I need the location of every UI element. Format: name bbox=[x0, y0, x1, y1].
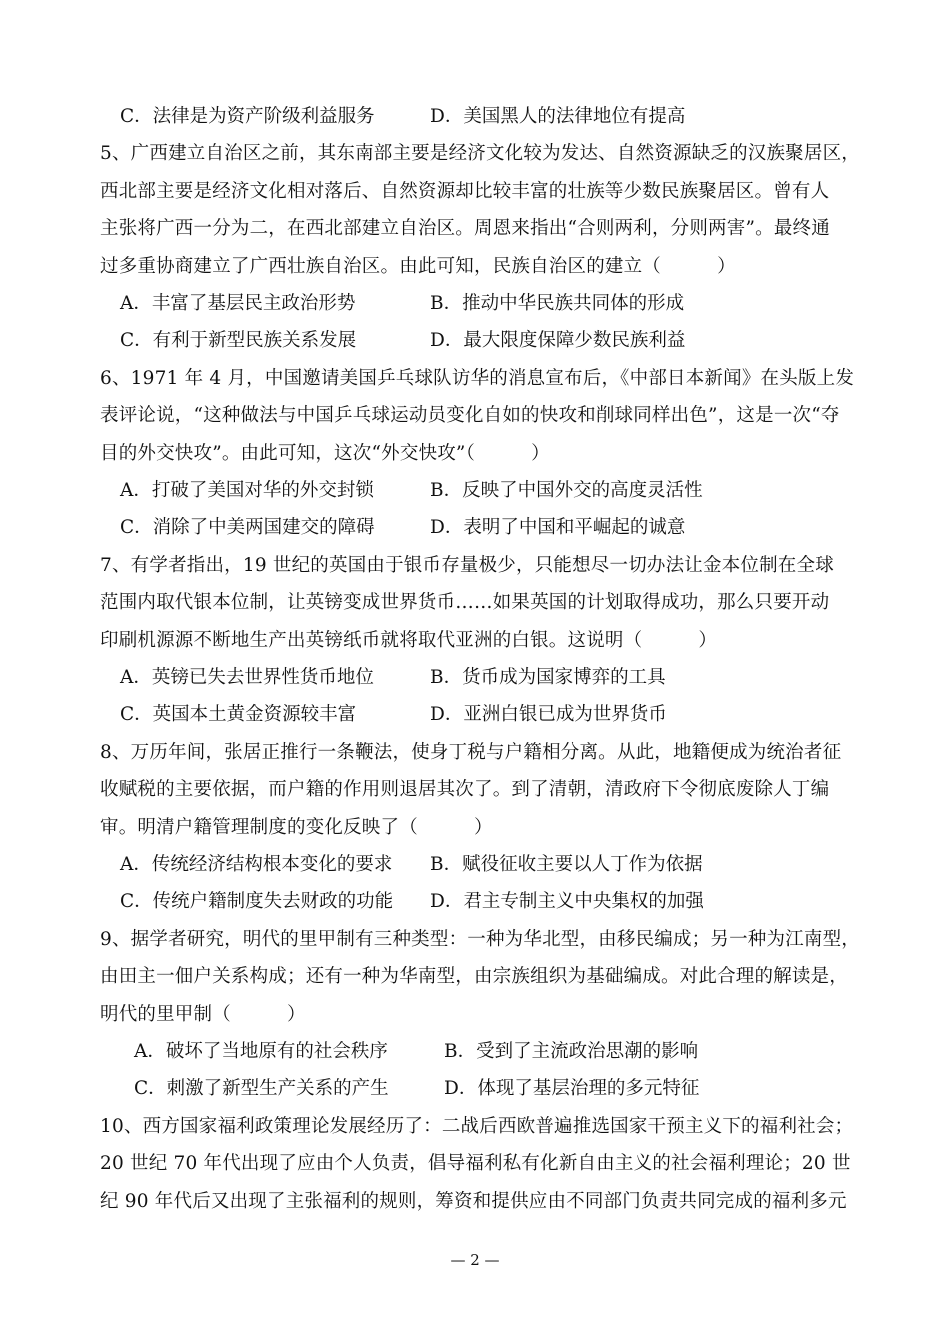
answer-option: B．反映了中国外交的高度灵活性 bbox=[430, 480, 703, 501]
answer-option: C．法律是为资产阶级利益服务 bbox=[120, 106, 375, 127]
answer-option: C．英国本土黄金资源较丰富 bbox=[120, 704, 357, 725]
answer-option: A．打破了美国对华的外交封锁 bbox=[120, 480, 374, 501]
page-number: — 2 — bbox=[450, 1251, 500, 1269]
question-text-line: 主张将广西一分为二，在西北部建立自治区。周恩来指出“合则两利，分则两害”。最终通 bbox=[100, 218, 830, 239]
question-text-line: 范围内取代银本位制，让英镑变成世界货币……如果英国的计划取得成功，那么只要开动 bbox=[100, 592, 830, 613]
question-text-line: 8、万历年间，张居正推行一条鞭法，使身丁税与户籍相分离。从此，地籍便成为统治者征 bbox=[100, 742, 842, 763]
answer-option: D．表明了中国和平崛起的诚意 bbox=[430, 517, 686, 538]
question-text-line: 20 世纪 70 年代出现了应由个人负责，倡导福利私有化新自由主义的社会福利理论；20 世 bbox=[100, 1153, 851, 1174]
answer-option: A．传统经济结构根本变化的要求 bbox=[120, 854, 393, 875]
question-text-line: 目的外交快攻”。由此可知，这次“外交快攻”（ ） bbox=[100, 443, 550, 464]
question-text-line: 过多重协商建立了广西壮族自治区。由此可知，民族自治区的建立（ ） bbox=[100, 256, 736, 277]
answer-option: B．受到了主流政治思潮的影响 bbox=[444, 1041, 699, 1062]
answer-option: D．最大限度保障少数民族利益 bbox=[430, 330, 686, 351]
answer-option: A．丰富了基层民主政治形势 bbox=[120, 293, 356, 314]
question-text-line: 由田主一佃户关系构成；还有一种为华南型，由宗族组织为基础编成。对此合理的解读是， bbox=[100, 966, 849, 987]
answer-option: A．破坏了当地原有的社会秩序 bbox=[134, 1041, 388, 1062]
answer-option: C．传统户籍制度失去财政的功能 bbox=[120, 891, 394, 912]
question-text-line: 10、西方国家福利政策理论发展经历了：二战后西欧普遍推选国家干预主义下的福利社会； bbox=[100, 1116, 854, 1137]
answer-option: B．赋役征收主要以人丁作为依据 bbox=[430, 854, 703, 875]
question-text-line: 纪 90 年代后又出现了主张福利的规则，筹资和提供应由不同部门负责共同完成的福利多元 bbox=[100, 1191, 847, 1212]
answer-option: D．美国黑人的法律地位有提高 bbox=[430, 106, 686, 127]
answer-option: C．消除了中美两国建交的障碍 bbox=[120, 517, 375, 538]
answer-option: D．君主专制主义中央集权的加强 bbox=[430, 891, 704, 912]
answer-option: C．有利于新型民族关系发展 bbox=[120, 330, 357, 351]
question-text-line: 西北部主要是经济文化相对落后、自然资源却比较丰富的壮族等少数民族聚居区。曾有人 bbox=[100, 181, 830, 202]
answer-option: D．体现了基层治理的多元特征 bbox=[444, 1078, 700, 1099]
question-text-line: 审。明清户籍管理制度的变化反映了（ ） bbox=[100, 817, 493, 838]
question-text-line: 6、1971 年 4 月，中国邀请美国乒乓球队访华的消息宣布后，《中部日本新闻》在头版上发 bbox=[100, 368, 855, 389]
answer-option: D．亚洲白银已成为世界货币 bbox=[430, 704, 667, 725]
question-text-line: 收赋税的主要依据，而户籍的作用则退居其次了。到了清朝，清政府下令彻底废除人丁编 bbox=[100, 779, 830, 800]
question-text-line: 印刷机源源不断地生产出英镑纸币就将取代亚洲的白银。这说明（ ） bbox=[100, 630, 718, 651]
answer-option: A．英镑已失去世界性货币地位 bbox=[120, 667, 374, 688]
question-text-line: 7、有学者指出，19 世纪的英国由于银币存量极少，只能想尽一切办法让金本位制在全球 bbox=[100, 555, 834, 576]
question-text-line: 明代的里甲制（ ） bbox=[100, 1004, 306, 1025]
question-text-line: 9、据学者研究，明代的里甲制有三种类型：一种为华北型，由移民编成；另一种为江南型， bbox=[100, 929, 860, 950]
answer-option: C．刺激了新型生产关系的产生 bbox=[134, 1078, 389, 1099]
question-text-line: 5、广西建立自治区之前，其东南部主要是经济文化较为发达、自然资源缺乏的汉族聚居区， bbox=[100, 143, 860, 164]
question-text-line: 表评论说，“这种做法与中国乒乓球运动员变化自如的快攻和削球同样出色”，这是一次“夺 bbox=[100, 405, 840, 426]
answer-option: B．推动中华民族共同体的形成 bbox=[430, 293, 685, 314]
answer-option: B．货币成为国家博弈的工具 bbox=[430, 667, 666, 688]
